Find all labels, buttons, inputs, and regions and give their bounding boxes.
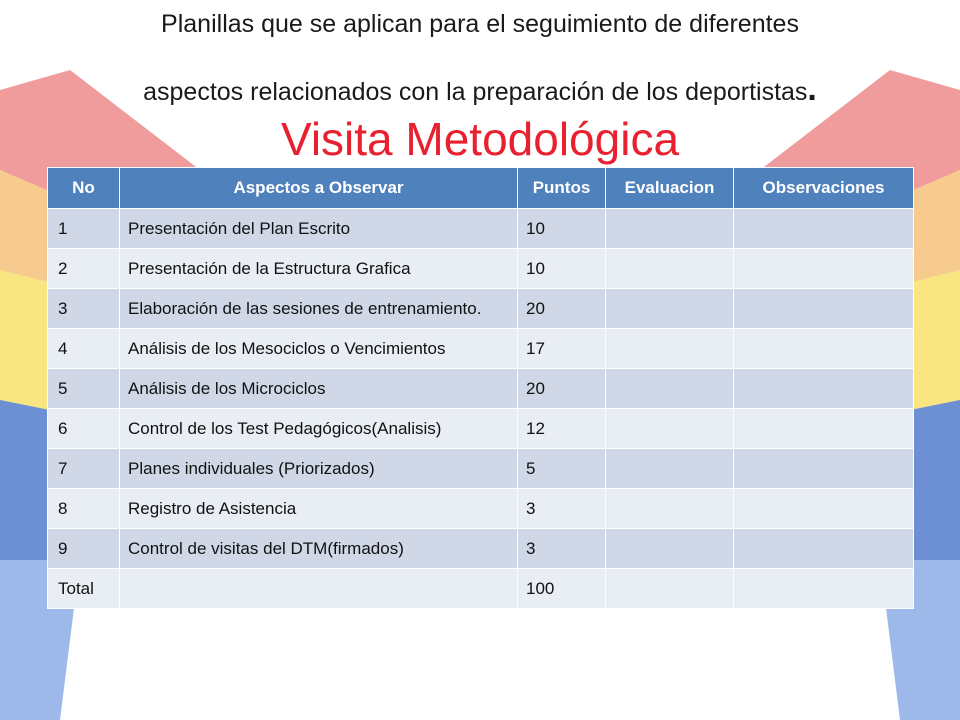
table-row — [48, 369, 914, 409]
cell-observaciones[interactable] — [734, 489, 914, 529]
cell-evaluacion[interactable] — [606, 569, 734, 609]
cell-observaciones[interactable] — [734, 329, 914, 369]
cell-puntos: 12 — [518, 409, 606, 449]
heading-line-2 — [0, 70, 960, 109]
cell-evaluacion[interactable] — [606, 249, 734, 289]
cell-aspecto: Presentación de la Estructura Grafica — [120, 249, 518, 289]
cell-observaciones[interactable] — [734, 569, 914, 609]
cell-puntos: 5 — [518, 449, 606, 489]
cell-no: 9 — [48, 529, 120, 569]
cell-puntos: 10 — [518, 209, 606, 249]
header-evaluacion: Evaluacion — [606, 168, 734, 209]
cell-aspecto: Presentación del Plan Escrito — [120, 209, 518, 249]
cell-no: 3 — [48, 289, 120, 329]
table-row — [48, 249, 914, 289]
header-observaciones: Observaciones — [734, 168, 914, 209]
table-row — [48, 289, 914, 329]
cell-puntos: 20 — [518, 369, 606, 409]
cell-observaciones[interactable] — [734, 369, 914, 409]
page-subtitle: Visita Metodológica — [280, 113, 680, 165]
table-row — [48, 489, 914, 529]
table-row — [48, 529, 914, 569]
cell-observaciones[interactable] — [734, 409, 914, 449]
cell-evaluacion[interactable] — [606, 329, 734, 369]
cell-total-puntos: 100 — [518, 569, 606, 609]
cell-observaciones[interactable] — [734, 289, 914, 329]
table-row — [48, 209, 914, 249]
cell-puntos: 3 — [518, 489, 606, 529]
table-row — [48, 329, 914, 369]
cell-puntos: 10 — [518, 249, 606, 289]
cell-no: 6 — [48, 409, 120, 449]
cell-evaluacion[interactable] — [606, 489, 734, 529]
heading-line-1: Planillas que se aplican para el seguimiento de diferentes — [161, 10, 799, 38]
cell-no: 4 — [48, 329, 120, 369]
cell-no: 8 — [48, 489, 120, 529]
cell-evaluacion[interactable] — [606, 209, 734, 249]
cell-observaciones[interactable] — [734, 449, 914, 489]
cell-total-label: Total — [48, 569, 120, 609]
header-no: No — [48, 168, 120, 209]
header-puntos: Puntos — [518, 168, 606, 209]
cell-puntos: 20 — [518, 289, 606, 329]
cell-aspecto: Registro de Asistencia — [120, 489, 518, 529]
cell-evaluacion[interactable] — [606, 289, 734, 329]
cell-observaciones[interactable] — [734, 209, 914, 249]
cell-observaciones[interactable] — [734, 529, 914, 569]
cell-aspecto: Elaboración de las sesiones de entrenamiento. — [120, 289, 518, 329]
cell-aspecto — [120, 569, 518, 609]
cell-puntos: 17 — [518, 329, 606, 369]
cell-no: 5 — [48, 369, 120, 409]
table-row — [48, 449, 914, 489]
cell-aspecto: Planes individuales (Priorizados) — [120, 449, 518, 489]
cell-evaluacion[interactable] — [606, 529, 734, 569]
cell-aspecto: Control de visitas del DTM(firmados) — [120, 529, 518, 569]
evaluation-table — [47, 167, 914, 609]
cell-no: 7 — [48, 449, 120, 489]
cell-no: 2 — [48, 249, 120, 289]
cell-puntos: 3 — [518, 529, 606, 569]
cell-aspecto: Análisis de los Microciclos — [120, 369, 518, 409]
table-header-row — [48, 168, 914, 209]
cell-aspecto: Análisis de los Mesociclos o Vencimientos — [120, 329, 518, 369]
table-row-total — [48, 569, 914, 609]
cell-evaluacion[interactable] — [606, 369, 734, 409]
cell-evaluacion[interactable] — [606, 409, 734, 449]
cell-evaluacion[interactable] — [606, 449, 734, 489]
table-row — [48, 409, 914, 449]
header-aspectos: Aspectos a Observar — [120, 168, 518, 209]
cell-no: 1 — [48, 209, 120, 249]
cell-aspecto: Control de los Test Pedagógicos(Analisis) — [120, 409, 518, 449]
heading-line-2-text: aspectos relacionados con la preparación de los deportistas — [143, 78, 808, 106]
heading-line-2-period: . — [807, 70, 817, 108]
cell-observaciones[interactable] — [734, 249, 914, 289]
